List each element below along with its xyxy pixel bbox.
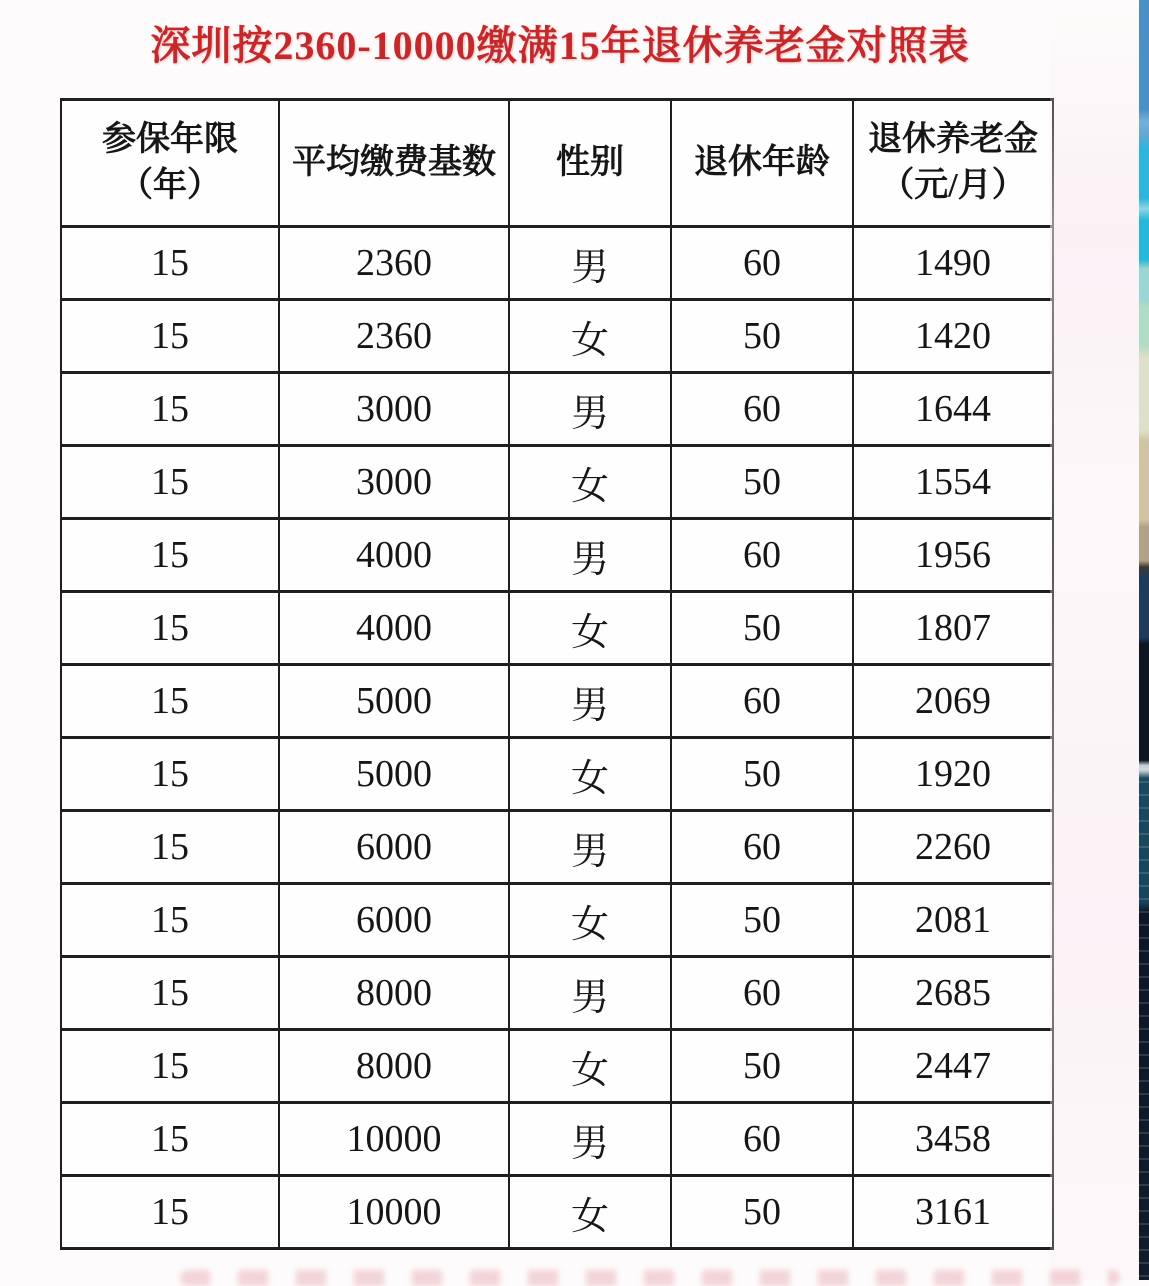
table-row bbox=[61, 373, 1053, 446]
cell-years: 15 bbox=[61, 592, 279, 665]
column-header-avg-base-line1: 平均缴费基数 bbox=[292, 144, 496, 181]
cell-base: 10000 bbox=[279, 1103, 509, 1176]
cell-gender: 男 bbox=[509, 665, 671, 738]
cell-years: 15 bbox=[61, 884, 279, 957]
cell-age: 60 bbox=[671, 957, 853, 1030]
cell-age: 60 bbox=[671, 1103, 853, 1176]
cell-gender: 女 bbox=[509, 1030, 671, 1103]
cell-age: 60 bbox=[671, 811, 853, 884]
page-tint-band bbox=[1050, 0, 1139, 1280]
cell-base: 5000 bbox=[279, 738, 509, 811]
column-header-years bbox=[61, 100, 279, 227]
cell-age: 50 bbox=[671, 1176, 853, 1249]
cell-base: 3000 bbox=[279, 446, 509, 519]
column-header-gender bbox=[509, 100, 671, 227]
cell-age: 60 bbox=[671, 519, 853, 592]
table-row bbox=[61, 884, 1053, 957]
table-row bbox=[61, 227, 1053, 300]
background-photo-strip bbox=[1139, 0, 1149, 1280]
cell-gender: 女 bbox=[509, 446, 671, 519]
cell-gender: 女 bbox=[509, 1176, 671, 1249]
table-row bbox=[61, 811, 1053, 884]
cell-years: 15 bbox=[61, 1176, 279, 1249]
cell-gender: 女 bbox=[509, 884, 671, 957]
cell-age: 50 bbox=[671, 738, 853, 811]
cell-gender: 男 bbox=[509, 811, 671, 884]
cell-gender: 女 bbox=[509, 738, 671, 811]
cell-pension: 2081 bbox=[853, 884, 1053, 957]
cell-base: 4000 bbox=[279, 519, 509, 592]
cell-base: 10000 bbox=[279, 1176, 509, 1249]
cell-base: 6000 bbox=[279, 884, 509, 957]
column-header-years-line1: 参保年限 bbox=[102, 121, 238, 158]
column-header-pension bbox=[853, 100, 1053, 227]
cell-pension: 2260 bbox=[853, 811, 1053, 884]
cell-years: 15 bbox=[61, 373, 279, 446]
cell-years: 15 bbox=[61, 1030, 279, 1103]
cell-years: 15 bbox=[61, 227, 279, 300]
table-body bbox=[61, 227, 1053, 1249]
table-row bbox=[61, 592, 1053, 665]
cell-pension: 1807 bbox=[853, 592, 1053, 665]
table-header-row bbox=[61, 100, 1053, 227]
cell-pension: 1920 bbox=[853, 738, 1053, 811]
cell-years: 15 bbox=[61, 957, 279, 1030]
cell-age: 50 bbox=[671, 592, 853, 665]
table-row bbox=[61, 300, 1053, 373]
cell-age: 50 bbox=[671, 446, 853, 519]
column-header-gender-line1: 性别 bbox=[556, 144, 624, 181]
cell-years: 15 bbox=[61, 1103, 279, 1176]
cell-base: 2360 bbox=[279, 227, 509, 300]
column-header-pension-line2: （元/月） bbox=[880, 167, 1026, 204]
cutoff-caption-hint bbox=[180, 1270, 1120, 1286]
cell-age: 60 bbox=[671, 227, 853, 300]
column-header-retire-age bbox=[671, 100, 853, 227]
table-row bbox=[61, 1103, 1053, 1176]
cell-pension: 1554 bbox=[853, 446, 1053, 519]
cell-years: 15 bbox=[61, 738, 279, 811]
cell-base: 4000 bbox=[279, 592, 509, 665]
column-header-pension-line1: 退休养老金 bbox=[868, 121, 1038, 158]
table-row bbox=[61, 519, 1053, 592]
table-row bbox=[61, 738, 1053, 811]
cell-age: 50 bbox=[671, 300, 853, 373]
cell-years: 15 bbox=[61, 519, 279, 592]
pension-table bbox=[60, 98, 1054, 1250]
cell-base: 2360 bbox=[279, 300, 509, 373]
cell-age: 60 bbox=[671, 373, 853, 446]
cell-years: 15 bbox=[61, 446, 279, 519]
cell-gender: 男 bbox=[509, 373, 671, 446]
cell-base: 8000 bbox=[279, 1030, 509, 1103]
cell-pension: 2069 bbox=[853, 665, 1053, 738]
column-header-retire-age-line1: 退休年龄 bbox=[694, 144, 830, 181]
cell-pension: 1956 bbox=[853, 519, 1053, 592]
cell-base: 5000 bbox=[279, 665, 509, 738]
table-row bbox=[61, 1176, 1053, 1249]
cell-age: 50 bbox=[671, 884, 853, 957]
cell-gender: 男 bbox=[509, 227, 671, 300]
cell-pension: 1420 bbox=[853, 300, 1053, 373]
cell-gender: 男 bbox=[509, 957, 671, 1030]
cell-base: 3000 bbox=[279, 373, 509, 446]
photo-strip-speckles bbox=[1139, 768, 1149, 1280]
cell-pension: 1644 bbox=[853, 373, 1053, 446]
cell-years: 15 bbox=[61, 300, 279, 373]
cell-years: 15 bbox=[61, 665, 279, 738]
cell-pension: 2447 bbox=[853, 1030, 1053, 1103]
page-title: 深圳按2360-10000缴满15年退休养老金对照表 bbox=[150, 23, 970, 68]
table-row bbox=[61, 665, 1053, 738]
cell-base: 8000 bbox=[279, 957, 509, 1030]
column-header-years-line2: （年） bbox=[119, 167, 221, 204]
cell-gender: 女 bbox=[509, 300, 671, 373]
cell-pension: 1490 bbox=[853, 227, 1053, 300]
table-row bbox=[61, 446, 1053, 519]
cell-age: 60 bbox=[671, 665, 853, 738]
table-row bbox=[61, 1030, 1053, 1103]
cell-base: 6000 bbox=[279, 811, 509, 884]
cell-pension: 3458 bbox=[853, 1103, 1053, 1176]
cell-gender: 女 bbox=[509, 592, 671, 665]
table-row bbox=[61, 957, 1053, 1030]
column-header-avg-base bbox=[279, 100, 509, 227]
cell-age: 50 bbox=[671, 1030, 853, 1103]
cell-gender: 男 bbox=[509, 1103, 671, 1176]
cell-pension: 2685 bbox=[853, 957, 1053, 1030]
cell-pension: 3161 bbox=[853, 1176, 1053, 1249]
cell-years: 15 bbox=[61, 811, 279, 884]
cell-gender: 男 bbox=[509, 519, 671, 592]
